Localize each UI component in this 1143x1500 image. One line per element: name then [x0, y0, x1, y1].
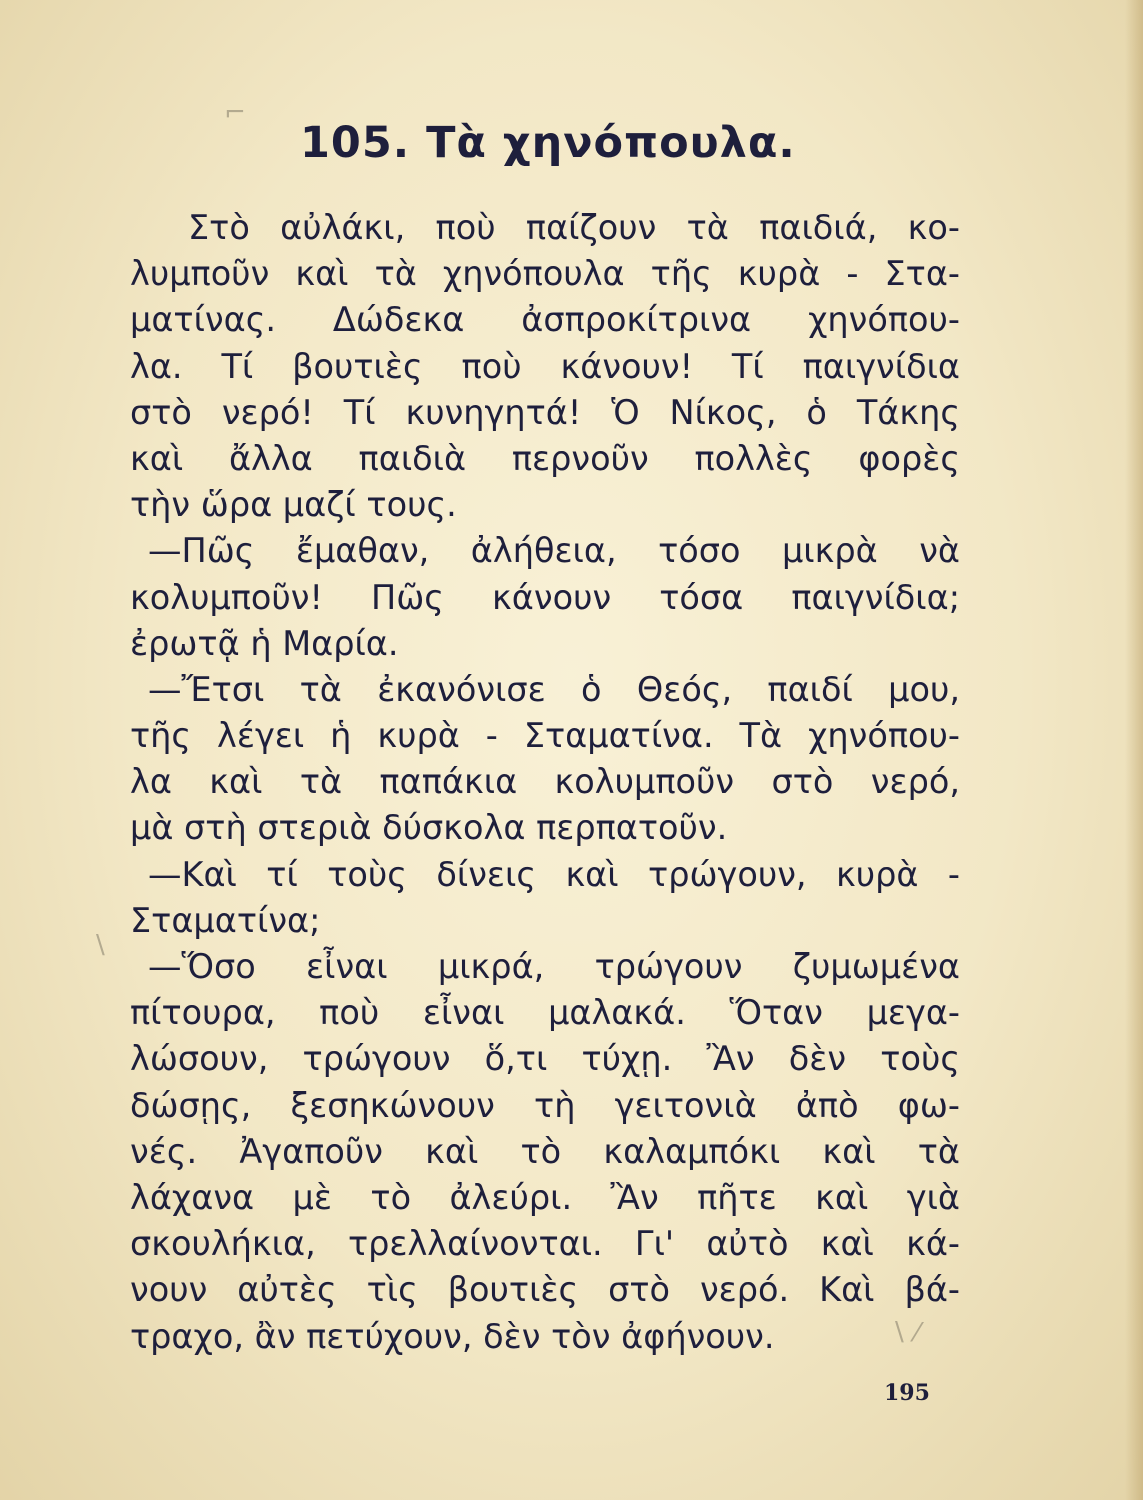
pencil-mark: \ [96, 930, 105, 960]
text-line: Σταματίνα; [130, 900, 321, 940]
text-line: νουν αὐτὲς τὶς βουτιὲς στὸ νερό. Καὶ βά- [130, 1270, 960, 1310]
text-line: στὸ νερό! Τί κυνηγητά! Ὁ Νίκος, ὁ Τάκης [130, 392, 960, 432]
story-text [130, 205, 960, 1360]
text-line: Στὸ αὐλάκι, ποὺ παίζουν τὰ παιδιά, κο- [188, 208, 960, 247]
text-line: νές. Ἀγαποῦν καὶ τὸ καλαμπόκι καὶ τὰ [130, 1131, 960, 1171]
page-edge-shadow [1125, 0, 1143, 1500]
text-line: λάχανα μὲ τὸ ἀλεύρι. Ἂν πῆτε καὶ γιὰ [130, 1177, 960, 1217]
chapter-title: 105. Τὰ χηνόπουλα. [300, 118, 796, 168]
dialogue-line: —Ὅσο εἶναι μικρά, τρώγουν ζυμωμένα [148, 947, 960, 986]
text-line: τὴν ὥρα μαζί τους. [130, 485, 457, 525]
dialogue-line: —Ἔτσι τὰ ἐκανόνισε ὁ Θεός, παιδί μου, [148, 669, 960, 709]
page-number: 195 [884, 1380, 930, 1406]
text-line: ἐρωτᾷ ἡ Μαρία. [130, 623, 399, 663]
text-line: τῆς λέγει ἡ κυρὰ - Σταματίνα. Τὰ χηνόπου- [130, 716, 960, 756]
pencil-mark: ∖ ⁄ [890, 1318, 920, 1348]
pencil-mark: ⌐ [224, 98, 246, 128]
text-line: σκουλήκια, τρελλαίνονται. Γι' αὐτὸ καὶ κά- [130, 1224, 960, 1264]
text-line: καὶ ἄλλα παιδιὰ περνοῦν πολλὲς φορὲς [130, 438, 960, 478]
dialogue-line: —Πῶς ἔμαθαν, ἀλήθεια, τόσο μικρὰ νὰ [148, 531, 960, 571]
text-line: λα. Τί βουτιὲς ποὺ κάνουν! Τί παιγνίδια [130, 346, 960, 386]
text-line: μὰ στὴ στεριὰ δύσκολα περπατοῦν. [130, 808, 728, 848]
text-line: λυμποῦν καὶ τὰ χηνόπουλα τῆς κυρὰ - Στα- [130, 254, 960, 294]
text-line: ματίνας. Δώδεκα ἀσπροκίτρινα χηνόπου- [130, 300, 960, 340]
text-line: λώσουν, τρώγουν ὅ,τι τύχῃ. Ἂν δὲν τοὺς [130, 1039, 960, 1079]
dialogue-line: —Καὶ τί τοὺς δίνεις καὶ τρώγουν, κυρὰ - [148, 854, 960, 894]
text-line: τραχο, ἂν πετύχουν, δὲν τὸν ἀφήνουν. [130, 1316, 775, 1356]
text-line: λα καὶ τὰ παπάκια κολυμποῦν στὸ νερό, [130, 762, 960, 802]
text-line: πίτουρα, ποὺ εἶναι μαλακά. Ὅταν μεγα- [130, 993, 960, 1033]
text-line: κολυμποῦν! Πῶς κάνουν τόσα παιγνίδια; [130, 577, 960, 617]
text-line: δώσῃς, ξεσηκώνουν τὴ γειτονιὰ ἀπὸ φω- [130, 1085, 960, 1125]
